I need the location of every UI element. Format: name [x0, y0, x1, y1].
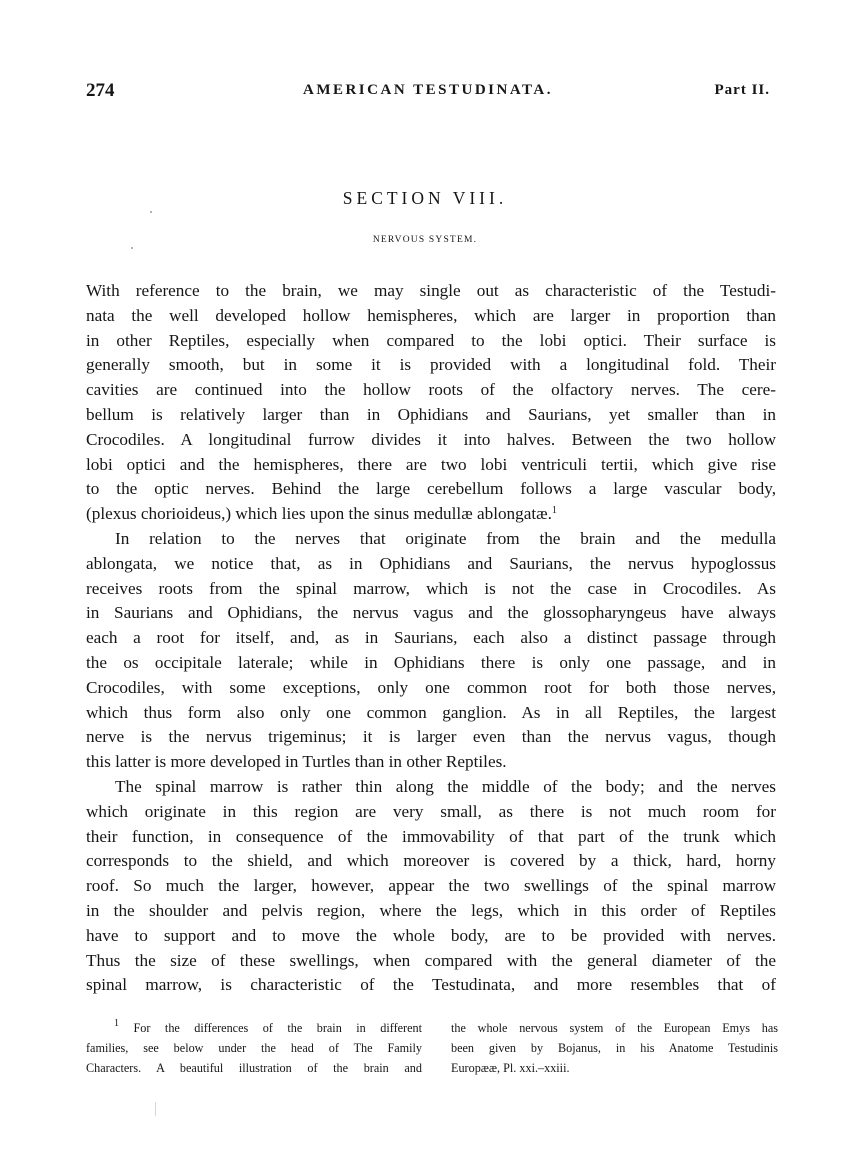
body-line: generally smooth, but in some it is provided with a longitudinal fold. Their — [86, 355, 776, 375]
body-line: lobi optici and the hemispheres, there are two lobi ventriculi tertii, which give rise — [86, 454, 776, 474]
body-text — [86, 279, 776, 998]
body-line: nerve is the nervus trigeminus; it is larger even than the nervus vagus, though — [86, 727, 776, 747]
body-line: Thus the size of these swellings, when compared with the general diameter of the — [86, 950, 776, 970]
body-line: which originate in this region are very small, as there is not much room for — [86, 801, 776, 821]
footnote-line — [86, 1018, 422, 1038]
part-label: Part II. — [714, 82, 770, 98]
print-speck — [155, 1102, 156, 1116]
body-line: to the optic nerves. Behind the large cerebellum follows a large vascular body, — [86, 479, 776, 499]
body-line: which thus form also only one common ganglion. As in all Reptiles, the largest — [86, 702, 776, 722]
body-line: in Saurians and Ophidians, the nervus vagus and the glossopharyngeus have always — [86, 603, 776, 623]
footnote-line: been given by Bojanus, in his Anatome Testudinis — [451, 1041, 778, 1055]
body-line: have to support and to move the whole body, are to be provided with nerves. — [86, 925, 776, 945]
section-heading: SECTION VIII. — [342, 188, 508, 208]
footnote-column-right — [451, 1018, 778, 1078]
footnote-reference[interactable]: 1 — [551, 505, 557, 517]
footnote-column-left — [86, 1018, 422, 1078]
body-line: ablongata, we notice that, as in Ophidians and Saurians, the nervus hypoglossus — [86, 553, 776, 573]
body-line: receives roots from the spinal marrow, which is not the case in Crocodiles. As — [86, 578, 776, 598]
body-line: In relation to the nerves that originate from the brain and the medulla — [115, 528, 776, 548]
body-line: nata the well developed hollow hemispheres, which are larger in proportion than — [86, 305, 776, 325]
body-line: With reference to the brain, we may single out as characteristic of the Testudi- — [86, 281, 776, 300]
footnote-line: Europææ, Pl. xxi.–xxiii. — [451, 1061, 570, 1075]
footnote-text: For the differences of the brain in different — [133, 1021, 422, 1035]
running-title: AMERICAN TESTUDINATA. — [302, 82, 554, 98]
body-line: their function, in consequence of the immovability of that part of the trunk which — [86, 826, 776, 846]
footnote-line: Characters. A beautiful illustration of the brain and — [86, 1061, 422, 1075]
body-line-text: (plexus chorioideus,) which lies upon the sinus medullæ ablongatæ. — [86, 504, 552, 524]
body-line: each a root for itself, and, as in Saurians, each also a distinct passage through — [86, 628, 776, 648]
body-line: Crocodiles. A longitudinal furrow divides it into halves. Between the two hollow — [86, 429, 776, 449]
page-number: 274 — [86, 80, 115, 101]
body-line: The spinal marrow is rather thin along the middle of the body; and the nerves — [115, 776, 776, 796]
body-line: in the shoulder and pelvis region, where the legs, which in this order of Reptiles — [86, 900, 776, 920]
footnote-line: the whole nervous system of the European Emys has — [451, 1021, 778, 1035]
body-line: bellum is relatively larger than in Ophidians and Saurians, yet smaller than in — [86, 404, 776, 424]
print-speck — [131, 247, 133, 249]
body-line: Crocodiles, with some exceptions, only one common root for both those nerves, — [86, 677, 776, 697]
body-line: cavities are continued into the hollow roots of the olfactory nerves. The cere- — [86, 380, 776, 400]
running-head — [86, 80, 770, 102]
body-line: roof. So much the larger, however, appear the two swellings of the spinal marrow — [86, 876, 776, 896]
footnote-marker: 1 — [114, 1018, 119, 1029]
footnote-line: families, see below under the head of The Family — [86, 1041, 422, 1055]
body-line-with-footnote-ref — [86, 502, 776, 527]
section-subtitle: NERVOUS SYSTEM. — [372, 235, 478, 245]
body-line: corresponds to the shield, and which moreover is covered by a thick, hard, horny — [86, 851, 776, 871]
body-line: in other Reptiles, especially when compared to the lobi optici. Their surface is — [86, 330, 776, 350]
body-line: spinal marrow, is characteristic of the Testudinata, and more resembles that of — [86, 975, 776, 995]
body-line: the os occipitale laterale; while in Ophidians there is only one passage, and in — [86, 652, 776, 672]
print-speck — [150, 211, 152, 213]
body-line: this latter is more developed in Turtles than in other Reptiles. — [86, 752, 507, 772]
